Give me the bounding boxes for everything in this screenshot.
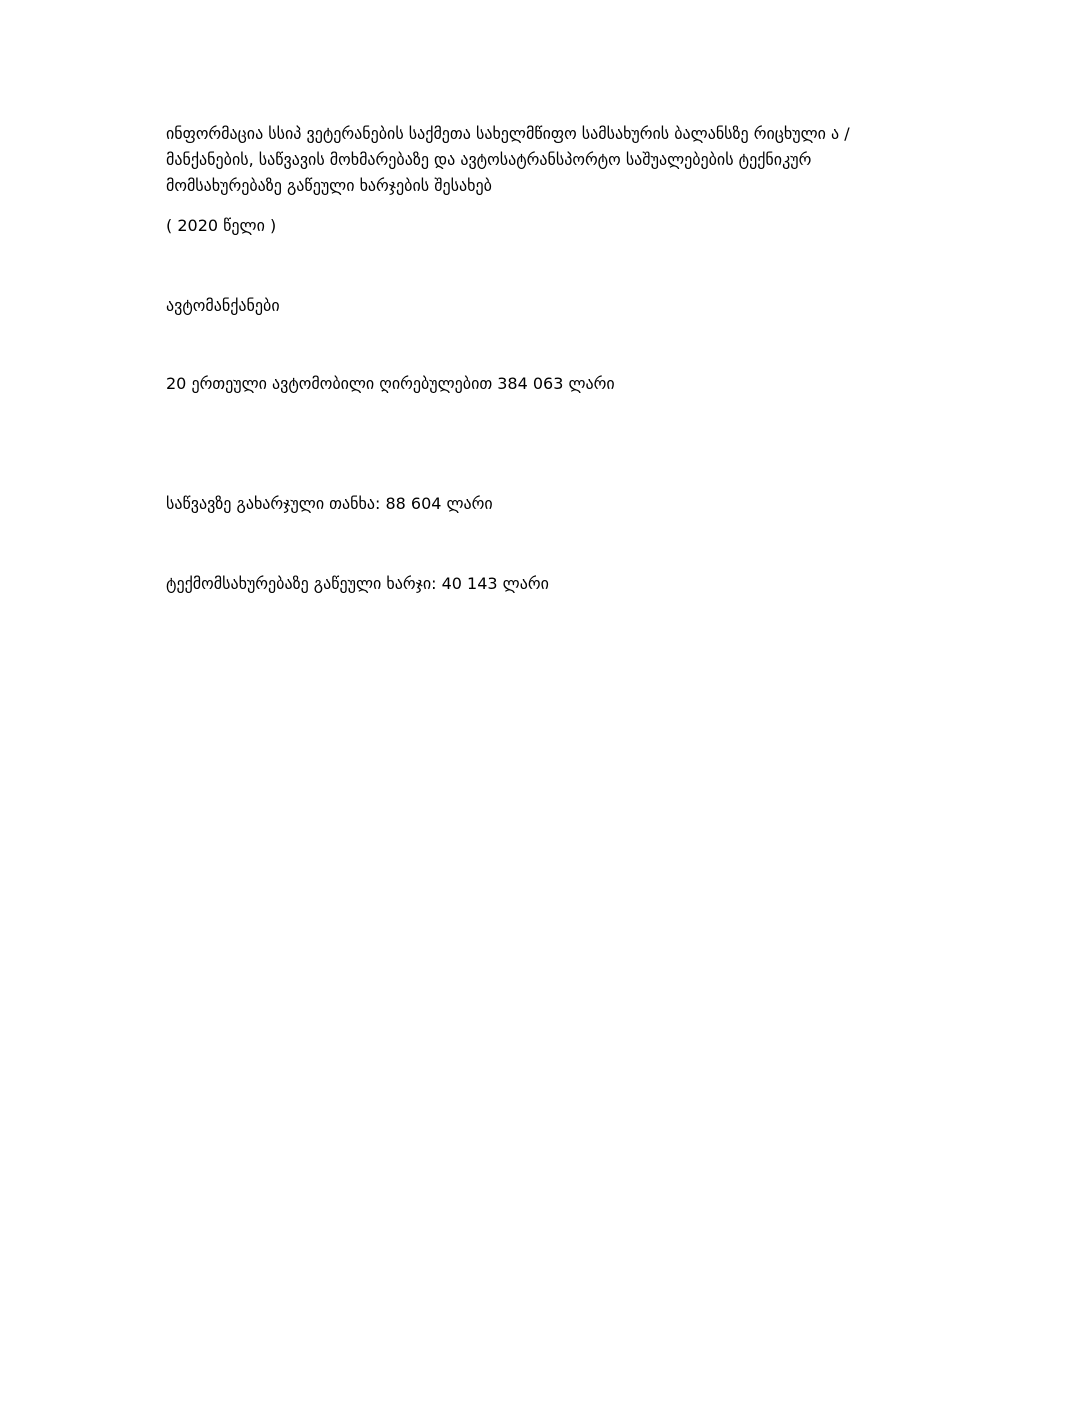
- heading-line-2: მანქანების, საწვავის მოხმარებაზე და ავტოსატრანსპორტო საშუალებების ტექნიკურ: [166, 150, 812, 169]
- section-title: ავტომანქანები: [166, 296, 280, 315]
- heading-line-1: ინფორმაცია სსიპ ვეტერანების საქმეთა სახელმწიფო სამსახურის ბალანსზე რიცხული ა /: [166, 124, 850, 143]
- cars-count-value: 20 ერთეული ავტომობილი ღირებულებით 384 063 ლარი: [166, 374, 615, 393]
- heading-line-3: მომსახურებაზე გაწეული ხარჯების შესახებ: [166, 176, 492, 195]
- maintenance-expense-line: ტექმომსახურებაზე გაწეული ხარჯი: 40 143 ლარი: [166, 574, 549, 593]
- year-label: ( 2020 წელი ): [166, 216, 277, 235]
- fuel-expense-line: საწვავზე გახარჯული თანხა: 88 604 ლარი: [166, 494, 493, 513]
